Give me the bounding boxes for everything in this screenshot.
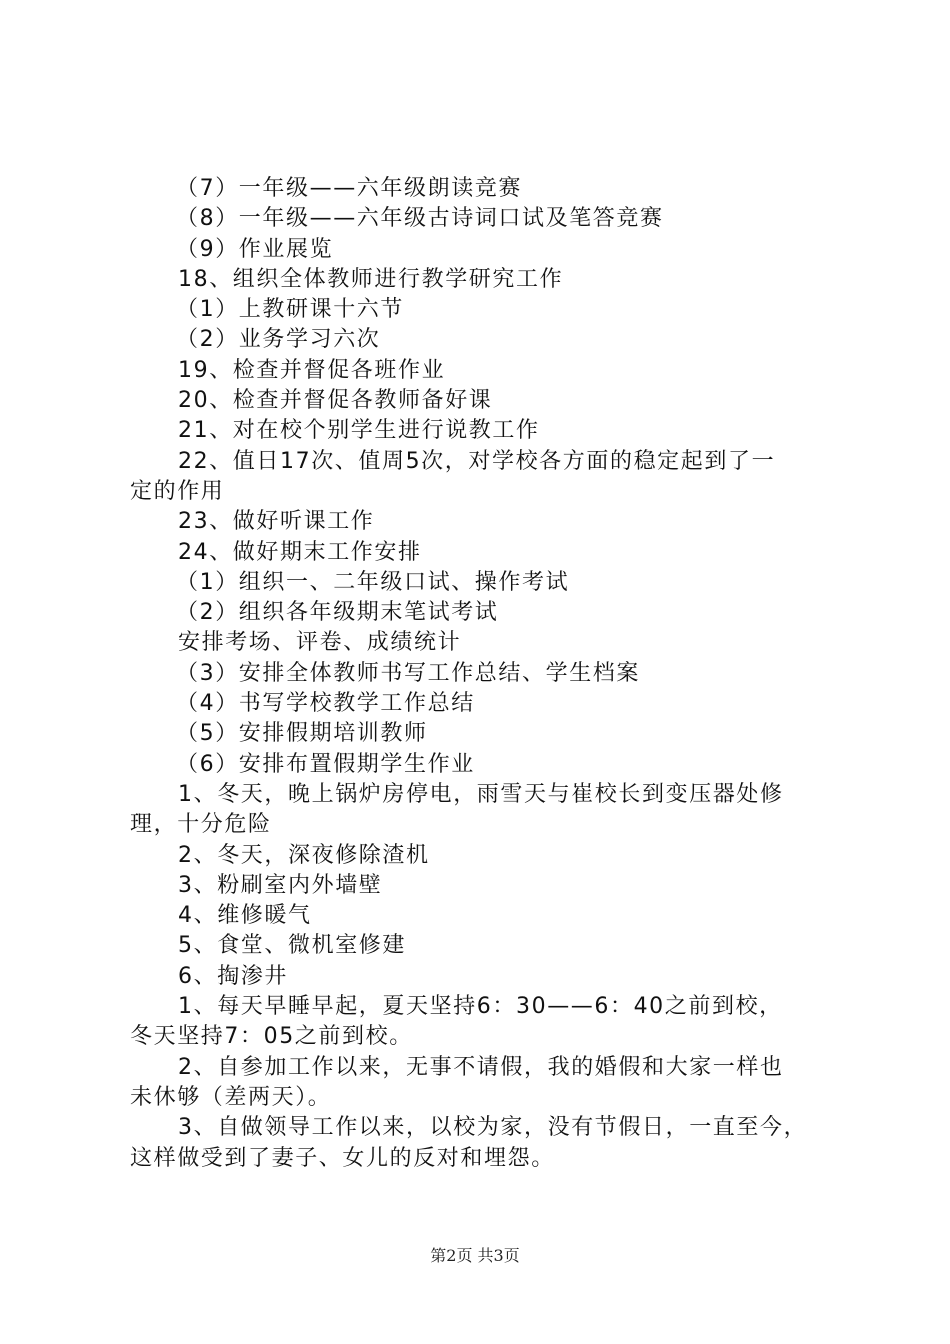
- list-item: （2）业务学习六次: [176, 327, 381, 353]
- list-item: 21、对在校个别学生进行说教工作: [178, 418, 540, 444]
- list-item: （1）上教研课十六节: [176, 297, 404, 323]
- list-item: 23、做好听课工作: [178, 509, 375, 535]
- paragraph-line: 未休够（差两天）。: [130, 1084, 332, 1110]
- list-item: （1）组织一、二年级口试、操作考试: [176, 569, 570, 595]
- list-item: 19、检查并督促各班作业: [178, 357, 446, 383]
- paragraph-line: 这样做受到了妻子、女儿的反对和埋怨。: [130, 1145, 555, 1171]
- list-item: 理，十分危险: [130, 812, 272, 838]
- list-item: 安排考场、评卷、成绩统计: [178, 630, 462, 656]
- list-item: 18、组织全体教师进行教学研究工作: [178, 266, 564, 292]
- list-item: 4、维修暖气: [178, 903, 312, 929]
- list-item: （5）安排假期培训教师: [176, 721, 428, 747]
- list-item: 2、冬天，深夜修除渣机: [178, 842, 430, 868]
- document-body: [130, 174, 850, 1174]
- list-item: （6）安排布置假期学生作业: [176, 751, 475, 777]
- list-item: 1、冬天，晚上锅炉房停电，雨雪天与崔校长到变压器处修: [178, 781, 784, 807]
- list-item: 定的作用: [130, 478, 225, 504]
- page-number: 第2页 共3页: [430, 1246, 520, 1265]
- list-item: 20、检查并督促各教师备好课: [178, 388, 493, 414]
- list-item: （9）作业展览: [176, 236, 334, 262]
- paragraph-line: 1、每天早睡早起，夏天坚持6：30——6：40之前到校，: [178, 994, 783, 1020]
- list-item: （4）书写学校教学工作总结: [176, 691, 475, 717]
- list-item: 22、值日17次、值周5次，对学校各方面的稳定起到了一: [178, 448, 776, 474]
- paragraph-line: 冬天坚持7：05之前到校。: [130, 1024, 413, 1050]
- list-item: （3）安排全体教师书写工作总结、学生档案: [176, 660, 640, 686]
- paragraph-line: 3、自做领导工作以来，以校为家，没有节假日，一直至今，: [178, 1115, 808, 1141]
- page-footer: [0, 1243, 950, 1266]
- paragraph-line: 2、自参加工作以来，无事不请假，我的婚假和大家一样也: [178, 1054, 784, 1080]
- list-item: （2）组织各年级期末笔试考试: [176, 600, 499, 626]
- list-item: 5、食堂、微机室修建: [178, 933, 406, 959]
- list-item: 24、做好期末工作安排: [178, 539, 422, 565]
- list-item: 3、粉刷室内外墙壁: [178, 872, 383, 898]
- list-item: （8）一年级——六年级古诗词口试及笔答竞赛: [176, 206, 664, 232]
- list-item: 6、掏渗井: [178, 963, 288, 989]
- list-item: （7）一年级——六年级朗读竞赛: [176, 176, 522, 201]
